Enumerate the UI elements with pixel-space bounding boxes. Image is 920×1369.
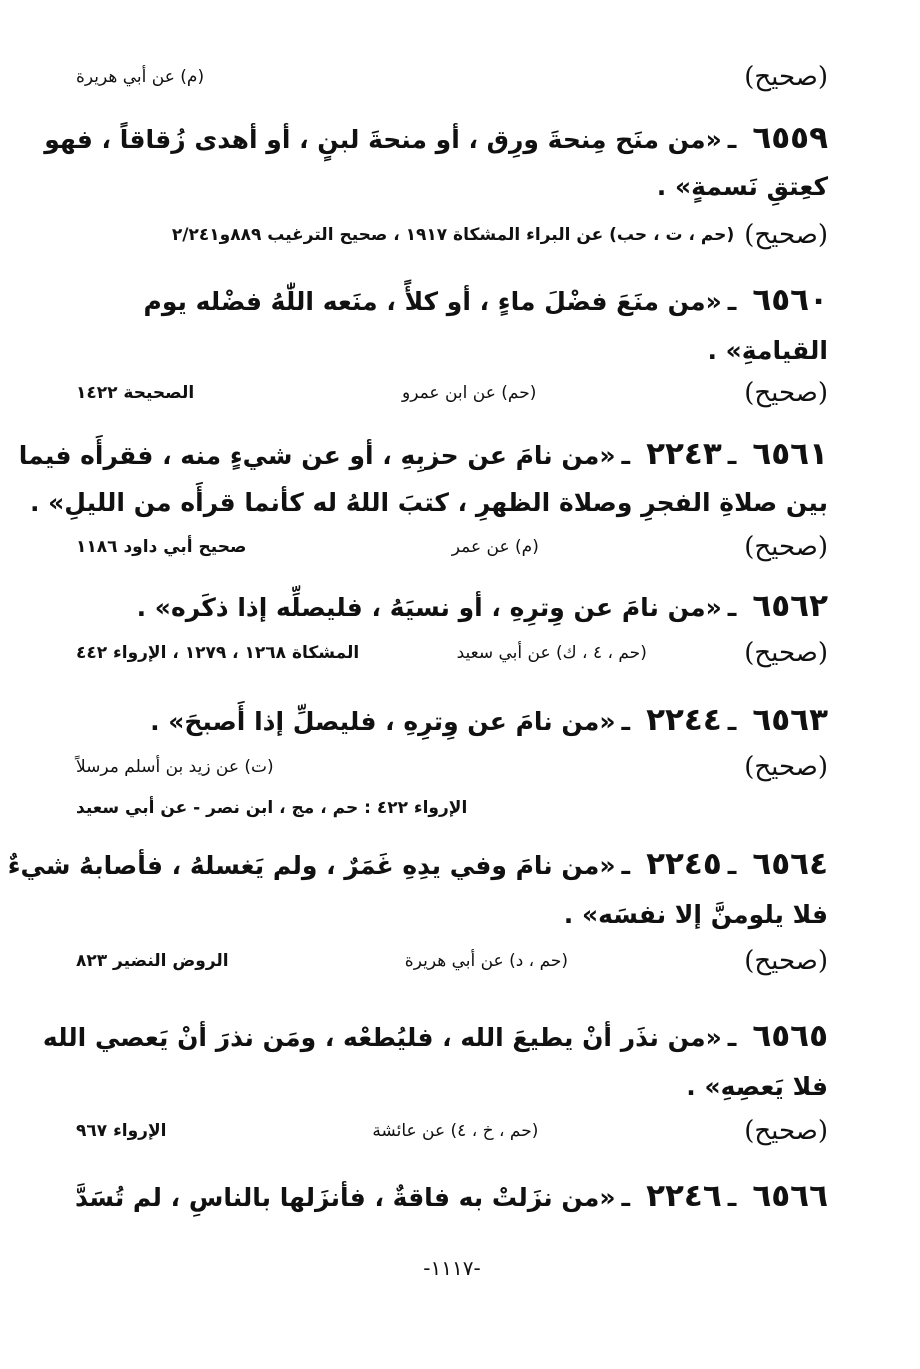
hadith-text: «من نامَ عن حزبِهِ ، أو عن شيءٍ منه ، فقرأَه فيما — [18, 441, 616, 470]
grade-label: (صحيح) — [744, 378, 828, 408]
hadith-line — [76, 172, 828, 201]
hadith-text: «من نذَر أنْ يطيعَ الله ، فليُطعْه ، ومَن نذرَ أنْ يَعصي الله — [42, 1023, 722, 1052]
grade-row — [76, 752, 828, 782]
hadith-text: «من نامَ وفي يدِهِ غَمَرٌ ، ولم يَغسلهُ ، فأصابهُ شيءٌ — [7, 851, 616, 880]
hadith-number: ٦٥٥٩ — [752, 120, 828, 156]
hadith-text: «من نامَ عن وِترِهِ ، أو نسيَهُ ، فليصلِّه إذا ذكَره» . — [136, 593, 722, 622]
grade-label: (صحيح) — [744, 220, 828, 250]
hadith-line — [76, 1072, 828, 1101]
grade-row — [76, 946, 828, 976]
grade-label: (صحيح) — [744, 532, 828, 562]
grade-row — [76, 1116, 828, 1146]
hadith-number-secondary: ٢٢٤٤ — [646, 702, 722, 738]
hadith-text: كعِتقِ نَسمةٍ» . — [656, 172, 828, 201]
source-text: (حم ، ٤ ، ك) عن أبي سعيد — [456, 643, 647, 663]
hadith-line: ٦٥٦٥ـ«من نذَر أنْ يطيعَ الله ، فليُطعْه ، ومَن نذرَ أنْ يَعصي الله — [42, 1018, 828, 1054]
hadith-number: ٦٥٦٢ — [752, 588, 828, 624]
hadith-line: ٦٥٦٣ـ٢٢٤٤ـ«من نامَ عن وِترِهِ ، فليصلِّ إذا أَصبحَ» . — [150, 702, 828, 738]
hadith-line: ٦٥٦٤ـ٢٢٤٥ـ«من نامَ وفي يدِهِ غَمَرٌ ، ولم يَغسلهُ ، فأصابهُ شيءٌ — [7, 846, 828, 882]
hadith-number: ٦٥٦١ — [752, 436, 828, 472]
grade-label: (صحيح) — [744, 638, 828, 668]
hadith-number: ٦٥٦٥ — [752, 1018, 828, 1054]
hadith-text: بين صلاةِ الفجرِ وصلاة الظهرِ ، كتبَ اللهُ له كأنما قرأَه من الليلِ» . — [29, 488, 828, 517]
hadith-line — [76, 900, 828, 929]
source-text: (حم ، د) عن أبي هريرة — [404, 951, 569, 971]
reference-text: المشكاة ١٢٦٨ ، ١٢٧٩ ، الإرواء ٤٤٢ — [76, 643, 360, 663]
source-text: (حم ، خ ، ٤) عن عائشة — [372, 1121, 539, 1141]
hadith-number: ٦٥٦٤ — [752, 846, 828, 882]
grade-label: (صحيح) — [744, 1116, 828, 1146]
hadith-number: ٦٥٦٣ — [752, 702, 828, 738]
grade-row — [76, 62, 828, 92]
hadith-line: ٦٥٦٢ـ«من نامَ عن وِترِهِ ، أو نسيَهُ ، فليصلِّه إذا ذكَره» . — [136, 588, 828, 624]
source-text: (م) عن عمر — [451, 537, 539, 557]
hadith-text: فلا يَعصِهِ» . — [686, 1072, 828, 1101]
reference-text: الروض النضير ٨٢٣ — [76, 951, 229, 971]
document-page — [7, 60, 828, 1350]
hadith-line: ٦٥٦١ـ٢٢٤٣ـ«من نامَ عن حزبِهِ ، أو عن شيءٍ منه ، فقرأَه فيما — [18, 436, 828, 472]
hadith-text: «من منَعَ فضْلَ ماءٍ ، أو كلأً ، منَعه اللّٰهُ فضْله يوم — [143, 287, 722, 316]
hadith-line — [76, 336, 828, 365]
grade-label: (صحيح) — [744, 946, 828, 976]
source-text: (حم) عن ابن عمرو — [402, 383, 537, 403]
grade-row — [76, 220, 828, 250]
reference-text: الصحيحة ١٤٢٢ — [76, 383, 195, 403]
hadith-number-secondary: ٢٢٤٦ — [646, 1178, 722, 1214]
hadith-number: ٦٥٦٦ — [752, 1178, 828, 1214]
source-text: (ت) عن زيد بن أسلم مرسلاً — [76, 757, 274, 777]
grade-label: (صحيح) — [744, 62, 828, 92]
grade-row — [76, 532, 828, 562]
hadith-line — [29, 488, 828, 517]
hadith-number-secondary: ٢٢٤٣ — [646, 436, 722, 472]
grade-row — [76, 378, 828, 408]
hadith-text: «من نزَلتْ به فاقةٌ ، فأنزَلها بالناسِ ، لم تُسَدَّ — [74, 1183, 616, 1212]
grade-row — [76, 638, 828, 668]
hadith-text: «من منَح مِنحةَ ورِق ، أو منحةَ لبنٍ ، أو أهدى زُقاقاً ، فهو — [44, 125, 722, 154]
reference-text: الإرواء ٩٦٧ — [76, 1121, 167, 1141]
hadith-number-secondary: ٢٢٤٥ — [646, 846, 722, 882]
hadith-text: «من نامَ عن وِترِهِ ، فليصلِّ إذا أَصبحَ» . — [150, 707, 616, 736]
hadith-text: فلا يلومنَّ إلا نفسَه» . — [563, 900, 828, 929]
hadith-line: ٦٥٦٦ـ٢٢٤٦ـ«من نزَلتْ به فاقةٌ ، فأنزَلها بالناسِ ، لم تُسَدَّ — [74, 1178, 828, 1214]
hadith-line: ٦٥٦٠ـ«من منَعَ فضْلَ ماءٍ ، أو كلأً ، منَعه اللّٰهُ فضْله يوم — [143, 282, 828, 318]
source-text: (حم ، ت ، حب) عن البراء المشكاة ١٩١٧ ، صحيح الترغيب ٨٨٩و٢/٢٤١ — [171, 225, 735, 245]
page-number: -١١١٧- — [423, 1256, 481, 1280]
source-text: (م) عن أبي هريرة — [76, 67, 205, 87]
reference-text: الإرواء ٤٢٢ : حم ، مج ، ابن نصر - عن أبي سعيد — [76, 798, 468, 818]
grade-label: (صحيح) — [744, 752, 828, 782]
hadith-number: ٦٥٦٠ — [752, 282, 828, 318]
hadith-text: القيامةِ» . — [707, 336, 828, 365]
reference-text: صحيح أبي داود ١١٨٦ — [76, 537, 247, 557]
extra-reference-row — [76, 798, 828, 818]
hadith-line: ٦٥٥٩ـ«من منَح مِنحةَ ورِق ، أو منحةَ لبنٍ ، أو أهدى زُقاقاً ، فهو — [44, 120, 828, 156]
